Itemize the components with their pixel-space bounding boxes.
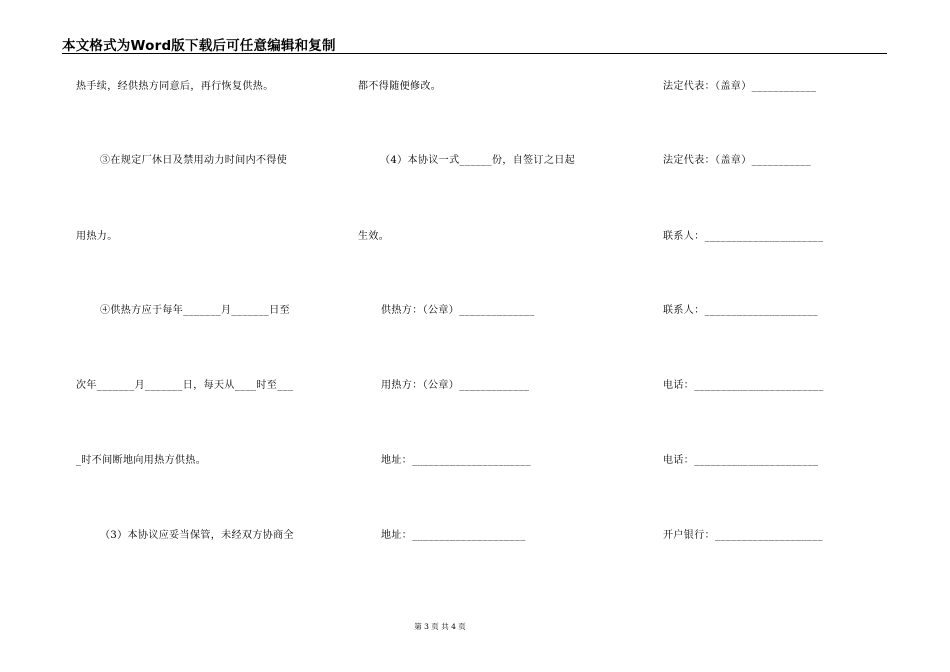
supplier-address-line: 地址：______________________ [381, 455, 531, 466]
phone-line-2: 电话：_______________________ [663, 455, 819, 466]
left-line-5: 次年_______月_______日，每天从____时至___ [76, 380, 294, 391]
left-line-1: 热手续，经供热方同意后，再行恢复供热。 [76, 81, 274, 92]
page-number-footer: 第 3 页 共 4 页 [414, 622, 466, 631]
contact-person-line-2: 联系人：_____________________ [663, 305, 818, 316]
user-address-line: 地址：_____________________ [381, 530, 526, 541]
left-line-2: ③在规定厂休日及禁用动力时间内不得使 [100, 155, 288, 166]
header-divider [62, 53, 887, 54]
contact-person-line-1: 联系人：______________________ [663, 231, 824, 242]
heat-supplier-seal-line: 供热方：（公章）______________ [381, 305, 535, 316]
middle-line-3: 生效。 [358, 231, 390, 242]
document-header-title: 本文格式为Word版下载后可任意编辑和复制 [62, 38, 336, 54]
left-line-6: _时不间断地向用热方供热。 [76, 455, 207, 466]
left-line-4: ④供热方应于每年_______月_______日至 [100, 305, 290, 316]
legal-rep-line-2: 法定代表：（盖章）___________ [663, 155, 811, 166]
middle-line-2: （4）本协议一式______份，自签订之日起 [380, 155, 576, 166]
phone-line-1: 电话：________________________ [663, 380, 824, 391]
left-line-7: （3）本协议应妥当保管，未经双方协商全 [100, 530, 294, 541]
middle-line-1: 都不得随便修改。 [358, 81, 442, 92]
legal-rep-line-1: 法定代表：（盖章）____________ [663, 81, 817, 92]
left-line-3: 用热力。 [76, 231, 118, 242]
bank-account-line: 开户银行：____________________ [663, 530, 823, 541]
heat-user-seal-line: 用热方：（公章）_____________ [381, 380, 530, 391]
